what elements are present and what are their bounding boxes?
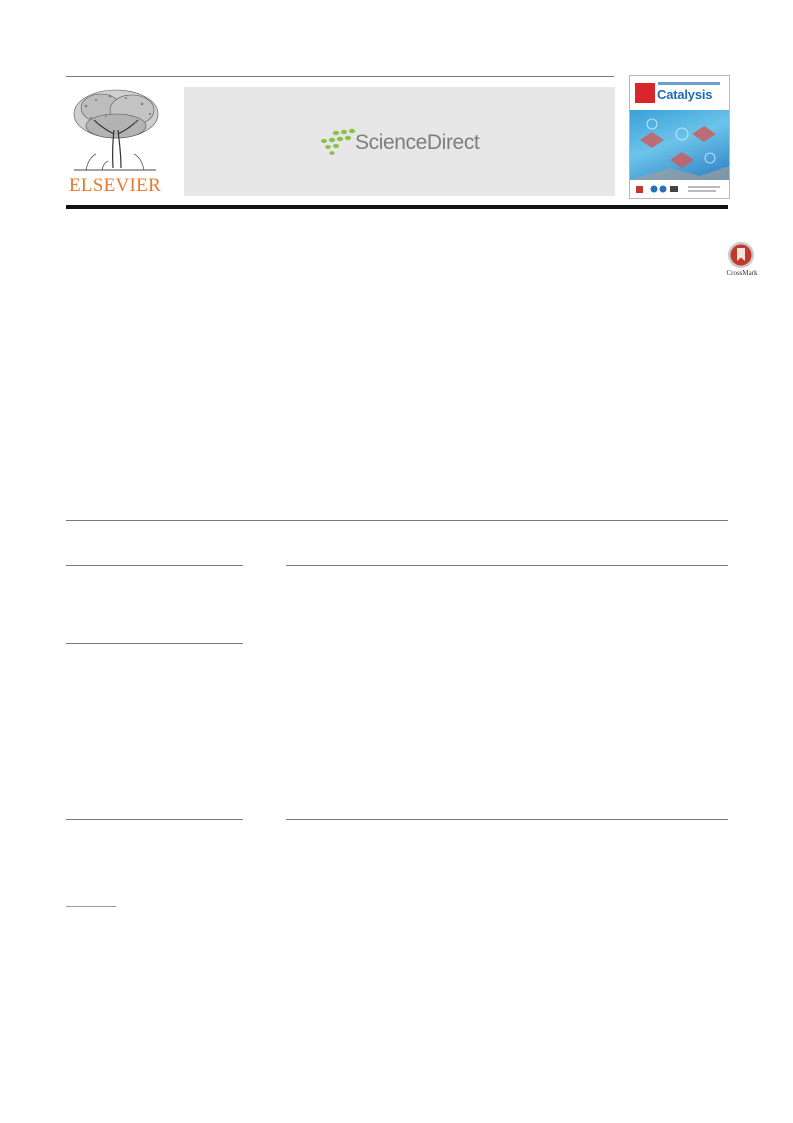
sciencedirect-dots-icon: [316, 126, 360, 156]
sciencedirect-wordmark: ScienceDirect: [355, 131, 480, 154]
elsevier-wordmark: ELSEVIER: [68, 175, 162, 196]
cover-subtitle-bar: [658, 82, 720, 85]
journal-cover[interactable]: [629, 75, 730, 199]
crossmark-icon[interactable]: [727, 241, 755, 269]
article-info-rule: [66, 565, 243, 566]
cover-header: [630, 76, 729, 110]
cover-footer-logos-icon: [630, 180, 729, 198]
elsevier-tree-icon: [66, 86, 164, 176]
footnote-rule: [66, 906, 116, 907]
cover-crystal-icon: [630, 110, 729, 180]
cover-cn-logo: [635, 83, 655, 103]
cover-footer: [630, 180, 729, 198]
abstract-top-rule: [66, 520, 728, 521]
header-bottom-rule: [66, 205, 728, 209]
keywords-rule: [66, 643, 243, 644]
cover-title: Catalysis: [657, 87, 713, 102]
crossmark-label: CrossMark: [726, 269, 758, 277]
abstract-bottom-rule: [286, 819, 728, 820]
header-top-rule: [66, 76, 614, 77]
abstract-rule: [286, 565, 728, 566]
cover-artwork: [630, 110, 729, 180]
article-info-bottom-rule: [66, 819, 243, 820]
